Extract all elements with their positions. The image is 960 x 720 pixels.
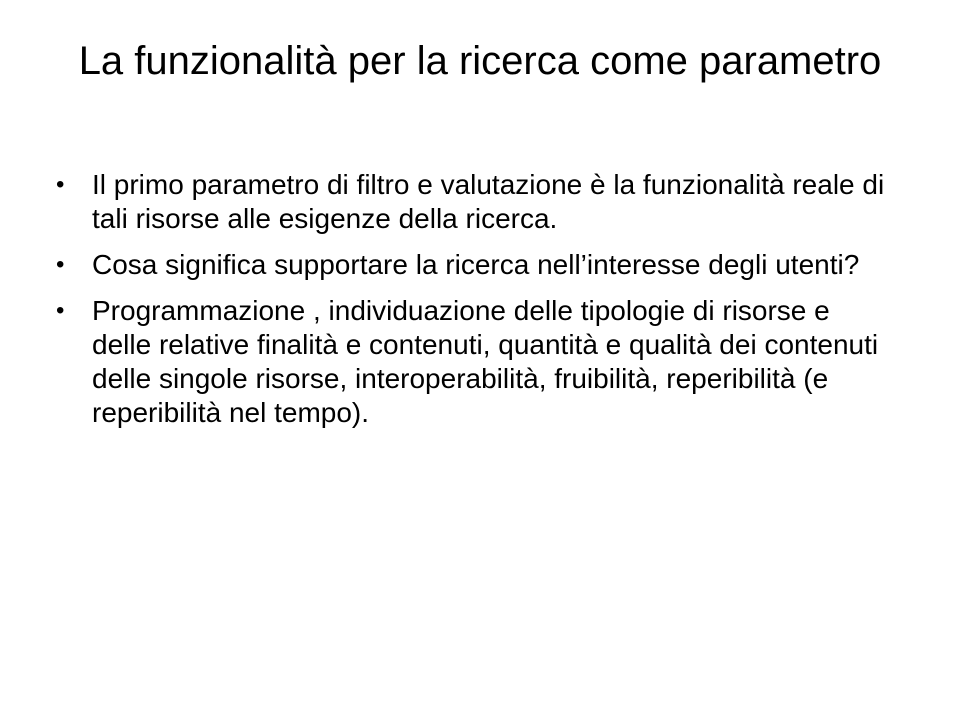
- bullet-text: Programmazione , individuazione delle tipologie di risorse e delle relative finalità e contenuti, quantità e qualità dei contenuti delle singole risorse, interoperabilità, fruibilità, reperibilità (e reperibilità nel tempo).: [92, 295, 879, 428]
- bullet-marker: •: [56, 171, 65, 198]
- bullet-text: Il primo parametro di filtro e valutazione è la funzionalità reale di tali risorse alle esigenze della ricerca.: [92, 169, 885, 234]
- bullet-marker: •: [56, 297, 65, 324]
- bullet-list: [56, 168, 896, 442]
- bullet-item: [56, 248, 896, 282]
- slide-title: La funzionalità per la ricerca come parametro: [78, 39, 882, 83]
- bullet-item: [56, 294, 896, 430]
- bullet-text: Cosa significa supportare la ricerca nell’interesse degli utenti?: [92, 249, 860, 280]
- bullet-item: [56, 168, 896, 236]
- bullet-marker: •: [56, 251, 65, 278]
